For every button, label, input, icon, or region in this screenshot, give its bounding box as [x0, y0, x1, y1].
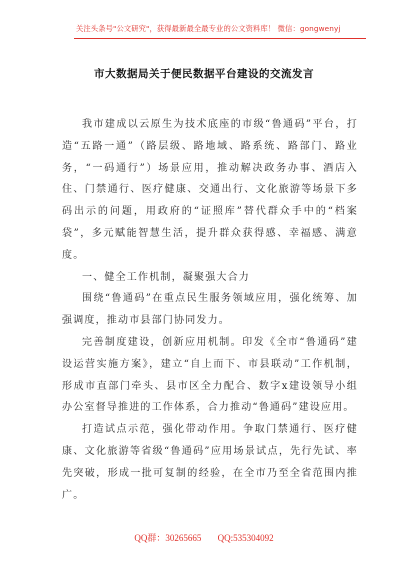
footer-qq-group: QQ群：30265665: [134, 533, 202, 543]
paragraph: 围绕“鲁通码”在重点民生服务领域应用，强化统筹、加强调度，推动市县部门协同发力。: [62, 293, 358, 327]
header-divider: [74, 38, 366, 39]
paragraph-intro: 我市建成以云原生为技术底座的市级“鲁通码”平台，打造“五路一通”（路层级、路地域、路系统、路部门、路业务，“一码通行”）场景应用，推动解决政务办事、酒店入住、门禁通行、医疗健康、交通出行、文化旅游等场景下多码出示的问题，用政府的“证照库”替代群众手中的“档案袋”，多元赋能智慧生活，提升群众获得感、幸福感、满意度。: [62, 119, 358, 261]
section-heading: 一、健全工作机制，凝聚强大合力: [82, 271, 250, 283]
document-body: [62, 114, 358, 506]
paragraph: 打造试点示范，强化带动作用。争取门禁通行、医疗健康、文化旅游等省级“鲁通码”应用场景试点，先行先试、率先突破，形成一批可复制的经验，在全市乃至全省范围内推广。: [62, 424, 358, 501]
header-banner: 关注头条号"公文研究"，获得最新最全最专业的公文资料库！ 微信：gongwenyj: [76, 24, 341, 33]
document-title: 市大数据局关于便民数据平台建设的交流发言: [94, 68, 314, 80]
footer-qq: QQ:535304092: [217, 533, 274, 543]
footer-contact: [0, 531, 408, 544]
paragraph: 完善制度建设，创新应用机制。印发《全市“鲁通码”建设运营实施方案》，建立“自上而下、市县联动”工作机制，形成市直部门牵头、县市区全力配合、数字x建设领导小组办公室督导推进的工作体系，合力推动“鲁通码”建设应用。: [62, 336, 358, 414]
